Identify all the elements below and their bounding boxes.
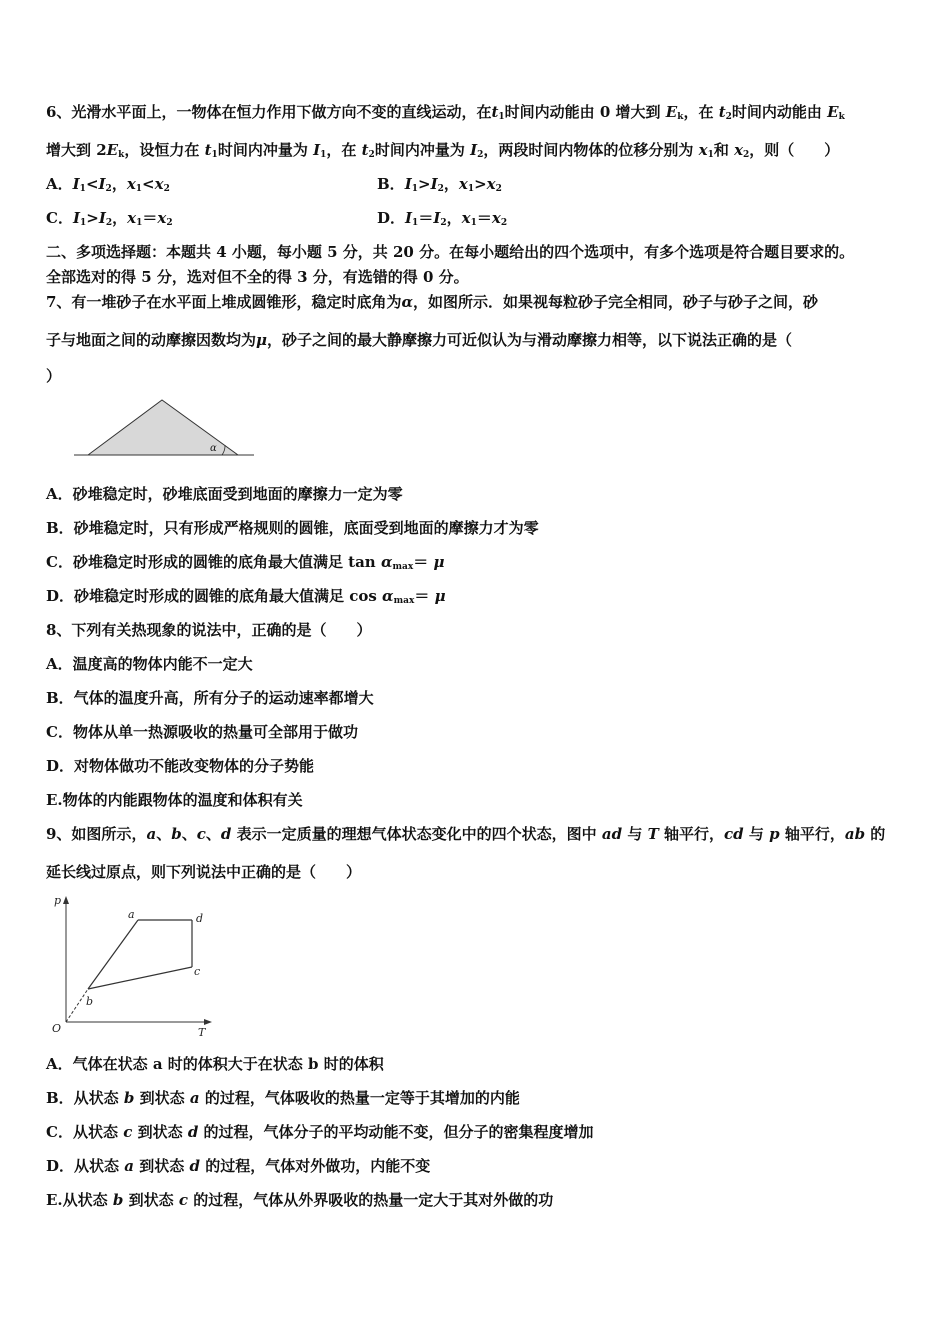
text: D．从状态 bbox=[46, 1157, 120, 1175]
var: α bbox=[380, 553, 393, 571]
sub: 2 bbox=[163, 184, 170, 194]
text: ，砂子之间的最大静摩擦力可近似认为与滑动摩擦力相等，以下说法正确的是（ bbox=[267, 331, 793, 349]
q8-option-b[interactable]: B．气体的温度升高，所有分子的运动速率都增大 bbox=[46, 689, 374, 707]
var: α bbox=[401, 293, 413, 311]
q6-option-d[interactable] bbox=[377, 208, 507, 233]
text: ，两段时间内物体的位移分别为 bbox=[483, 141, 694, 159]
var: a bbox=[146, 825, 157, 843]
sub: 2 bbox=[440, 218, 447, 228]
q6-option-a[interactable] bbox=[46, 174, 170, 199]
q9-option-b[interactable] bbox=[46, 1088, 520, 1108]
text: B．从状态 bbox=[46, 1089, 119, 1107]
var: E bbox=[106, 141, 119, 159]
text: C．从状态 bbox=[46, 1123, 118, 1141]
var: d bbox=[189, 1157, 200, 1175]
rel: ＝ bbox=[418, 209, 434, 227]
sub: 2 bbox=[500, 218, 508, 228]
rel: > bbox=[86, 209, 99, 227]
text: ， bbox=[443, 175, 459, 193]
text: 子与地面之间的动摩擦因数均为 bbox=[46, 331, 257, 349]
q6-option-c[interactable] bbox=[46, 208, 173, 233]
text: 到状态 bbox=[137, 1123, 183, 1141]
q6-stem-line1 bbox=[46, 102, 845, 127]
q9-stem-line1 bbox=[46, 824, 885, 844]
q8-option-c[interactable]: C．物体从单一热源吸收的热量可全部用于做功 bbox=[46, 723, 358, 741]
p-axis-arrow bbox=[63, 896, 69, 904]
var: d bbox=[187, 1123, 199, 1141]
sub: 2 bbox=[368, 150, 375, 160]
sub: 2 bbox=[495, 184, 502, 194]
t-axis-arrow bbox=[204, 1019, 212, 1025]
var: b bbox=[112, 1191, 124, 1209]
rel: > bbox=[474, 175, 487, 193]
var: c bbox=[196, 825, 206, 843]
var: x bbox=[154, 175, 164, 193]
var: I bbox=[313, 141, 321, 159]
var: x bbox=[491, 209, 501, 227]
sub: 2 bbox=[437, 184, 444, 194]
text: 时间内动能由 bbox=[731, 103, 822, 121]
section2-heading: 二、多项选择题：本题共 4 小题，每小题 5 分，共 20 分。在每小题给出的四个选项中，有多个选项是符合题目要求的。 bbox=[46, 243, 855, 261]
sub: 1 bbox=[211, 150, 218, 160]
text: 的过程，气体对外做功，内能不变 bbox=[205, 1157, 431, 1175]
sand-cone-figure bbox=[70, 396, 260, 460]
sub: 2 bbox=[105, 184, 112, 194]
var: cd bbox=[723, 825, 744, 843]
text: 轴平行， bbox=[784, 825, 845, 843]
var: I bbox=[404, 175, 412, 193]
var: μ bbox=[433, 553, 445, 571]
text: 的过程，气体吸收的热量一定等于其增加的内能 bbox=[204, 1089, 520, 1107]
text: 的 bbox=[870, 825, 886, 843]
var: I bbox=[405, 209, 413, 227]
text: 到状态 bbox=[128, 1191, 174, 1209]
q6-option-b[interactable] bbox=[377, 174, 502, 199]
var: x bbox=[486, 175, 496, 193]
text: 、 bbox=[156, 825, 172, 843]
option-label: A． bbox=[46, 175, 73, 193]
var: E bbox=[665, 103, 678, 121]
text: 时间内冲量为 bbox=[217, 141, 308, 159]
sub: 1 bbox=[470, 218, 477, 228]
var: c bbox=[123, 1123, 133, 1141]
var: x bbox=[127, 209, 137, 227]
q7-stem-line3: ） bbox=[46, 367, 62, 385]
sub: 1 bbox=[467, 184, 475, 194]
origin-label: O bbox=[52, 1022, 62, 1035]
q7-option-d[interactable] bbox=[46, 586, 446, 611]
sub: 2 bbox=[105, 218, 113, 228]
rel: ＝ bbox=[142, 209, 158, 227]
var: ad bbox=[601, 825, 623, 843]
sub: 2 bbox=[743, 150, 750, 160]
var: d bbox=[220, 825, 232, 843]
q6-stem-line2 bbox=[46, 140, 839, 165]
var: I bbox=[430, 175, 438, 193]
text: 表示一定质量的理想气体状态变化中的四个状态，图中 bbox=[236, 825, 597, 843]
text: 6、光滑水平面上，一物体在恒力作用下做方向不变的直线运动，在 bbox=[46, 103, 492, 121]
q9-stem-line2: 延长线过原点，则下列说法中正确的是（ ） bbox=[46, 863, 362, 881]
q7-option-c[interactable] bbox=[46, 552, 444, 577]
q9-option-a[interactable]: A．气体在状态 a 时的体积大于在状态 b 时的体积 bbox=[46, 1055, 384, 1073]
var: I bbox=[98, 209, 106, 227]
var: a bbox=[124, 1157, 134, 1175]
var: T bbox=[647, 825, 659, 843]
var: ab bbox=[844, 825, 866, 843]
text: ， bbox=[112, 209, 128, 227]
var: I bbox=[470, 141, 478, 159]
var: x bbox=[734, 141, 744, 159]
text: 和 bbox=[713, 141, 729, 159]
var: μ bbox=[434, 587, 446, 605]
var: I bbox=[433, 209, 441, 227]
var: t bbox=[361, 141, 369, 159]
var: t bbox=[718, 103, 726, 121]
var: I bbox=[72, 175, 80, 193]
q9-option-d[interactable] bbox=[46, 1156, 430, 1176]
sub: max bbox=[392, 562, 414, 572]
axis-label-t: T bbox=[198, 1026, 206, 1038]
option-label: B． bbox=[377, 175, 405, 193]
rel: ＝ bbox=[476, 209, 492, 227]
sub: k bbox=[838, 112, 845, 122]
sub: 2 bbox=[166, 218, 173, 228]
p-t-diagram bbox=[46, 892, 216, 1038]
var: a bbox=[189, 1089, 200, 1107]
var: c bbox=[178, 1191, 189, 1209]
q9-option-e[interactable] bbox=[46, 1190, 553, 1210]
text: 的过程，气体从外界吸收的热量一定大于其对外做的功 bbox=[193, 1191, 554, 1209]
q8-stem: 8、下列有关热现象的说法中，正确的是（ ） bbox=[46, 621, 372, 639]
text: ＝ bbox=[414, 587, 435, 605]
var: t bbox=[491, 103, 499, 121]
sub: k bbox=[677, 112, 684, 122]
text: 、 bbox=[205, 825, 221, 843]
point-label-a: a bbox=[128, 908, 135, 921]
option-label: D． bbox=[377, 209, 406, 227]
text: E.从状态 bbox=[46, 1191, 108, 1209]
text: ， bbox=[446, 209, 462, 227]
var: x bbox=[157, 209, 167, 227]
text: ＝ bbox=[413, 553, 434, 571]
text: 的过程，气体分子的平均动能不变，但分子的密集程度增加 bbox=[203, 1123, 594, 1141]
section2-instructions: 全部选对的得 5 分，选对但不全的得 3 分，有选错的得 0 分。 bbox=[46, 268, 469, 286]
sub: 2 bbox=[725, 112, 732, 122]
axis-label-p: p bbox=[54, 894, 62, 907]
rel: < bbox=[142, 175, 155, 193]
q8-option-d[interactable]: D．对物体做功不能改变物体的分子势能 bbox=[46, 757, 315, 775]
var: I bbox=[72, 209, 80, 227]
ab-extension-dashed bbox=[66, 989, 88, 1022]
var: p bbox=[769, 825, 780, 843]
var: I bbox=[98, 175, 106, 193]
point-label-d: d bbox=[196, 912, 204, 925]
sub: 1 bbox=[135, 184, 143, 194]
sub: 2 bbox=[477, 150, 484, 160]
text: 9、如图所示， bbox=[46, 825, 147, 843]
sub: k bbox=[118, 150, 125, 160]
sub: 1 bbox=[136, 218, 143, 228]
sub: 1 bbox=[79, 184, 86, 194]
text: ，则（ ） bbox=[749, 141, 840, 159]
var: x bbox=[698, 141, 708, 159]
rel: < bbox=[85, 175, 99, 193]
text: ，在 bbox=[326, 141, 357, 159]
angle-alpha-label: α bbox=[210, 443, 217, 454]
sub: max bbox=[393, 596, 415, 606]
var: b bbox=[171, 825, 182, 843]
sub: 1 bbox=[498, 112, 505, 122]
q7-stem-line2 bbox=[46, 330, 792, 350]
text: 时间内动能由 0 增大到 bbox=[504, 103, 661, 121]
q9-option-c[interactable] bbox=[46, 1122, 594, 1142]
var: x bbox=[458, 175, 468, 193]
var: x bbox=[126, 175, 136, 193]
q7-option-a[interactable]: A．砂堆稳定时，砂堆底面受到地面的摩擦力一定为零 bbox=[46, 485, 403, 503]
sub: 1 bbox=[79, 218, 87, 228]
var: b bbox=[123, 1089, 135, 1107]
sub: 1 bbox=[411, 184, 418, 194]
text: 与 bbox=[627, 825, 643, 843]
text: ， bbox=[111, 175, 127, 193]
q7-option-b[interactable]: B．砂堆稳定时，只有形成严格规则的圆锥，底面受到地面的摩擦力才为零 bbox=[46, 519, 539, 537]
text: 7、有一堆砂子在水平面上堆成圆锥形，稳定时底角为 bbox=[46, 293, 402, 311]
var: E bbox=[827, 103, 839, 121]
sub: 1 bbox=[320, 150, 327, 160]
var: x bbox=[461, 209, 471, 227]
option-label: C． bbox=[46, 209, 73, 227]
rel: > bbox=[417, 175, 431, 193]
q8-option-e[interactable]: E.物体的内能跟物体的温度和体积有关 bbox=[46, 791, 303, 809]
q7-stem-line1 bbox=[46, 292, 818, 312]
var: μ bbox=[256, 331, 267, 349]
text: D．砂堆稳定时形成的圆锥的底角最大值满足 cos bbox=[46, 587, 383, 605]
text: ，在 bbox=[683, 103, 714, 121]
text: 到状态 bbox=[139, 1157, 185, 1175]
var: α bbox=[382, 587, 394, 605]
line-ab bbox=[88, 920, 138, 989]
text: 轴平行， bbox=[663, 825, 724, 843]
sub: 1 bbox=[412, 218, 419, 228]
point-label-b: b bbox=[86, 995, 94, 1008]
text: C．砂堆稳定时形成的圆锥的底角最大值满足 tan bbox=[46, 553, 381, 571]
text: ，设恒力在 bbox=[124, 141, 200, 159]
line-cb bbox=[88, 967, 192, 989]
text: 增大到 2 bbox=[46, 141, 107, 159]
text: 到状态 bbox=[139, 1089, 185, 1107]
text: 时间内冲量为 bbox=[374, 141, 465, 159]
q8-option-a[interactable]: A．温度高的物体内能不一定大 bbox=[46, 655, 253, 673]
point-label-c: c bbox=[194, 965, 201, 978]
text: 、 bbox=[181, 825, 197, 843]
text: 与 bbox=[748, 825, 764, 843]
var: t bbox=[204, 141, 212, 159]
sub: 1 bbox=[707, 150, 714, 160]
text: ，如图所示．如果视每粒砂子完全相同，砂子与砂子之间，砂 bbox=[413, 293, 819, 311]
